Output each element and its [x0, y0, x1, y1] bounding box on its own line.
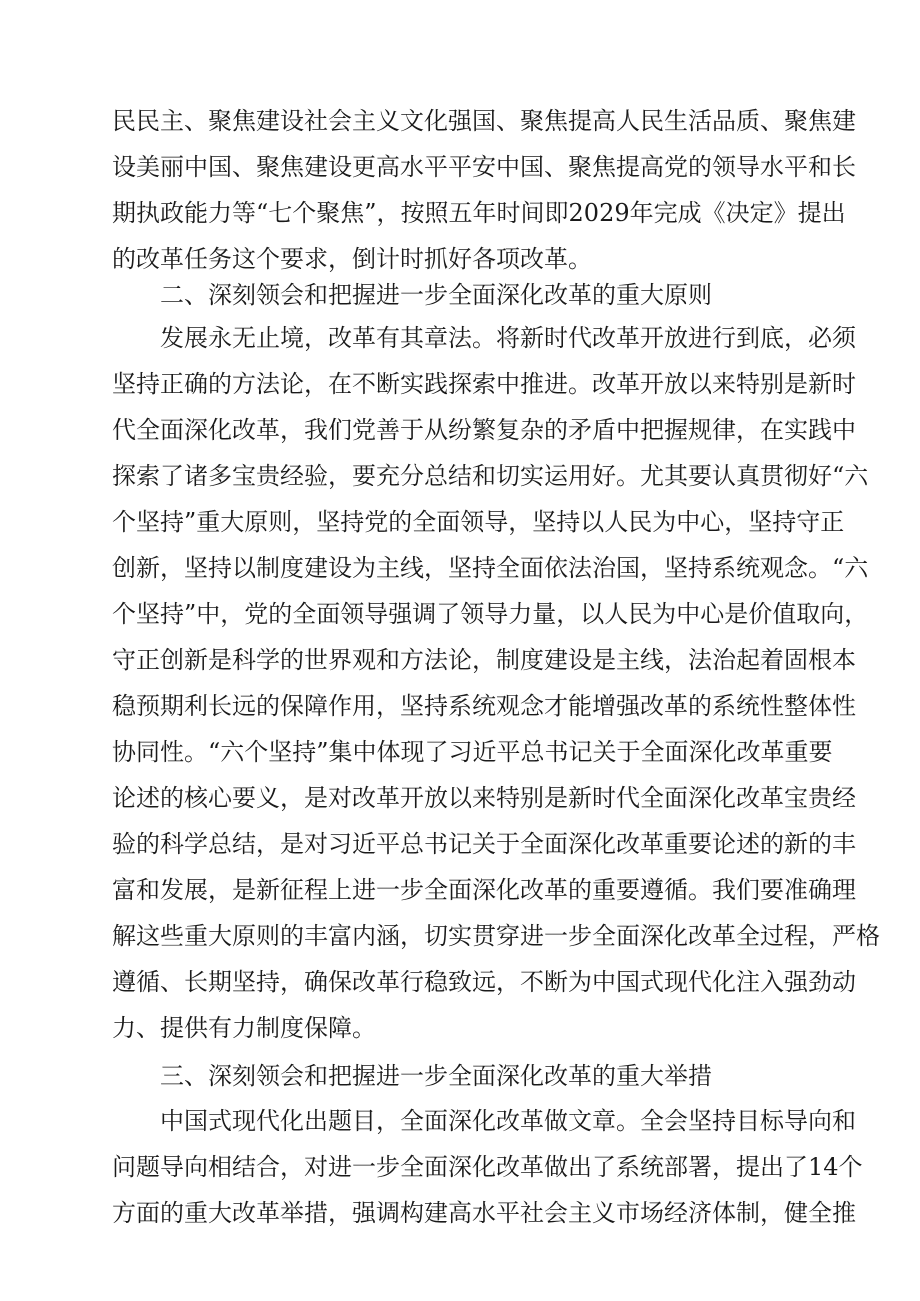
section-heading: 二、深刻领会和把握进一步全面深化改革的重大原则 [160, 281, 712, 309]
paragraph-line: 论述的核心要义，是对改革开放以来特别是新时代全面深化改革宝贵经 [112, 784, 856, 812]
paragraph-line: 个坚持”中，党的全面领导强调了领导力量，以人民为中心是价值取向， [112, 600, 869, 628]
section-heading: 三、深刻领会和把握进一步全面深化改革的重大举措 [160, 1062, 712, 1090]
paragraph-line: 期执政能力等“七个聚焦”，按照五年时间即2029年完成《决定》提出 [112, 199, 846, 227]
paragraph-line: 协同性。“六个坚持”集中体现了习近平总书记关于全面深化改革重要 [112, 738, 833, 766]
paragraph-line: 中国式现代化出题目，全面深化改革做文章。全会坚持目标导向和 [160, 1107, 856, 1135]
paragraph-line: 方面的重大改革举措，强调构建高水平社会主义市场经济体制，健全推 [112, 1199, 856, 1227]
paragraph-line: 创新，坚持以制度建设为主线，坚持全面依法治国，坚持系统观念。“六 [112, 554, 869, 582]
paragraph-line: 遵循、长期坚持，确保改革行稳致远，不断为中国式现代化注入强劲动 [112, 968, 856, 996]
paragraph-line: 稳预期利长远的保障作用，坚持系统观念才能增强改革的系统性整体性 [112, 692, 856, 720]
paragraph-line: 坚持正确的方法论，在不断实践探索中推进。改革开放以来特别是新时 [112, 370, 856, 398]
paragraph-line: 民民主、聚焦建设社会主义文化强国、聚焦提高人民生活品质、聚焦建 [112, 107, 856, 135]
paragraph-line: 代全面深化改革，我们党善于从纷繁复杂的矛盾中把握规律，在实践中 [112, 416, 856, 444]
paragraph-line: 力、提供有力制度保障。 [112, 1014, 376, 1042]
paragraph-line: 富和发展，是新征程上进一步全面深化改革的重要遵循。我们要准确理 [112, 876, 856, 904]
paragraph-line: 问题导向相结合，对进一步全面深化改革做出了系统部署，提出了14个 [112, 1153, 863, 1181]
paragraph-line: 发展永无止境，改革有其章法。将新时代改革开放进行到底，必须 [160, 324, 856, 352]
paragraph-line: 解这些重大原则的丰富内涵，切实贯穿进一步全面深化改革全过程，严格 [112, 922, 880, 950]
paragraph-line: 探索了诸多宝贵经验，要充分总结和切实运用好。尤其要认真贯彻好“六 [112, 462, 869, 490]
paragraph-line: 设美丽中国、聚焦建设更高水平平安中国、聚焦提高党的领导水平和长 [112, 153, 856, 181]
paragraph-line: 验的科学总结，是对习近平总书记关于全面深化改革重要论述的新的丰 [112, 830, 856, 858]
paragraph-line: 个坚持”重大原则，坚持党的全面领导，坚持以人民为中心，坚持守正 [112, 508, 845, 536]
paragraph-line: 的改革任务这个要求，倒计时抓好各项改革。 [112, 245, 592, 273]
paragraph-line: 守正创新是科学的世界观和方法论，制度建设是主线，法治起着固根本 [112, 646, 856, 674]
